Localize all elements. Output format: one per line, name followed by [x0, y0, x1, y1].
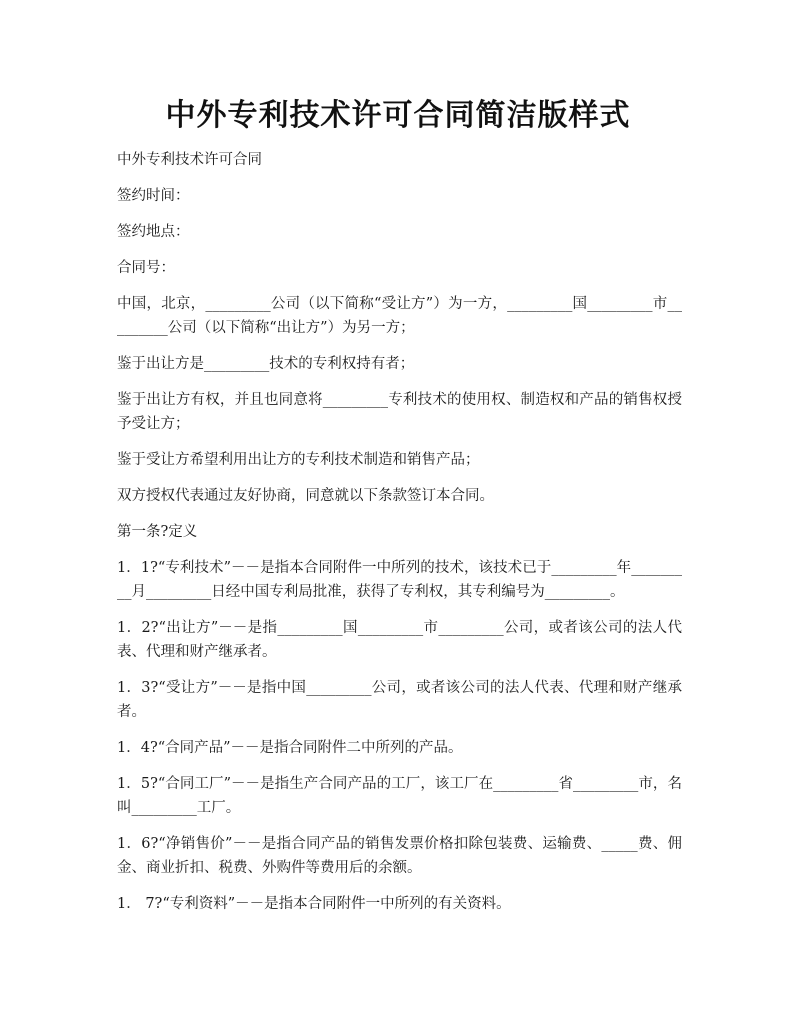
definition-1-6: 1．6?“净销售价”－－是指合同产品的销售发票价格扣除包装费、运输费、_____费、佣金、商业折扣、税费、外购件等费用后的余额。 [117, 836, 682, 876]
article-1-heading: 第一条?定义 [117, 524, 198, 540]
contract-number: 合同号： [117, 260, 175, 276]
definition-1-1: 1．1?“专利技术”－－是指本合同附件一中所列的技术，该技术已于_________年_________月_________日经中国专利局批准，获得了专利权，其专利编号为_________。 [117, 560, 682, 600]
definition-1-2: 1．2?“出让方”－－是指_________国_________市_________公司，或者该公司的法人代表、代理和财产继承者。 [117, 620, 682, 660]
document-body [117, 148, 682, 928]
recital-patent-holder: 鉴于出让方是_________技术的专利权持有者； [117, 356, 415, 372]
recital-agreement: 双方授权代表通过友好协商，同意就以下条款签订本合同。 [117, 488, 494, 504]
recital-grant-rights: 鉴于出让方有权，并且也同意将_________专利技术的使用权、制造权和产品的销售权授予受让方； [117, 392, 682, 432]
contract-heading: 中外专利技术许可合同 [117, 152, 262, 168]
signing-place: 签约地点： [117, 224, 190, 240]
definition-1-4: 1．4?“合同产品”－－是指合同附件二中所列的产品。 [117, 740, 463, 756]
recital-licensee-intent: 鉴于受让方希望利用出让方的专利技术制造和销售产品； [117, 452, 480, 468]
definition-1-3: 1．3?“受让方”－－是指中国_________公司，或者该公司的法人代表、代理和财产继承者。 [117, 680, 682, 720]
definition-1-5: 1．5?“合同工厂”－－是指生产合同产品的工厂，该工厂在_________省_________市，名叫_________工厂。 [117, 776, 682, 816]
parties-paragraph: 中国，北京，_________公司（以下简称“受让方”）为一方，_________国_________市_________公司（以下简称“出让方”）为另一方； [117, 296, 682, 336]
definition-1-7: 1． 7?“专利资料”－－是指本合同附件一中所列的有关资料。 [117, 896, 511, 912]
document-title: 中外专利技术许可合同简洁版样式 [165, 98, 631, 133]
signing-time: 签约时间： [117, 188, 190, 204]
